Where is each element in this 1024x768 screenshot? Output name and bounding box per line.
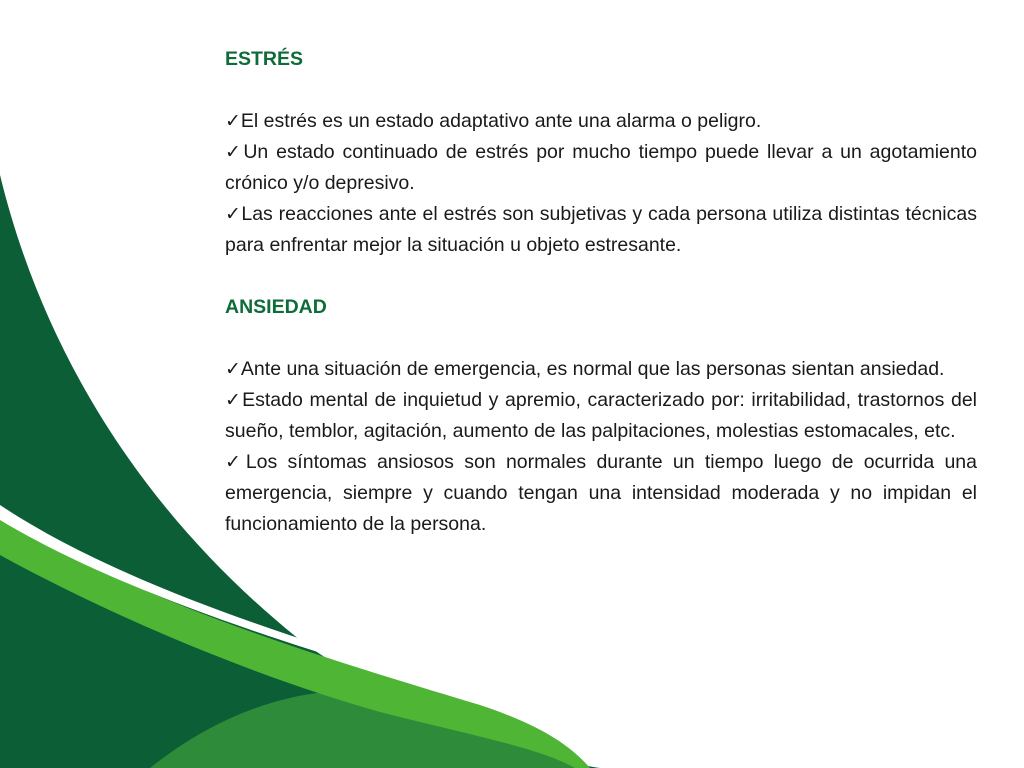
list-item (225, 354, 977, 385)
list-item (225, 137, 977, 199)
checkmark-icon: ✓ (225, 452, 246, 473)
checkmark-icon: ✓ (225, 142, 244, 163)
checkmark-icon: ✓ (225, 111, 241, 132)
list-item-text: Un estado continuado de estrés por mucho tiempo puede llevar a un agotamiento crónico y/o depresivo. (225, 141, 977, 194)
list-item-text: Los síntomas ansiosos son normales durante un tiempo luego de ocurrida una emergencia, siempre y cuando tengan una intensidad moderada y no impidan el funcionamiento de la persona. (225, 451, 978, 535)
list-item-text: Ante una situación de emergencia, es normal que las personas sientan ansiedad. (240, 358, 945, 380)
section-heading-estres: ESTRÉS (225, 48, 304, 70)
list-item (225, 199, 977, 261)
checkmark-icon: ✓ (225, 359, 241, 380)
spacer (225, 323, 977, 354)
spacer (225, 75, 977, 106)
list-item-text: Estado mental de inquietud y apremio, caracterizado por: irritabilidad, trastornos del sueño, temblor, agitación, aumento de las palpitaciones, molestias estomacales, etc. (225, 389, 978, 442)
list-item (225, 106, 977, 137)
list-item (225, 447, 977, 540)
list-item-text: El estrés es un estado adaptativo ante una alarma o peligro. (240, 110, 762, 132)
checkmark-icon: ✓ (225, 390, 243, 411)
list-item (225, 385, 977, 447)
checkmark-icon: ✓ (225, 204, 242, 225)
slide-content (225, 44, 977, 540)
spacer (225, 261, 977, 292)
section-heading-ansiedad: ANSIEDAD (225, 296, 327, 318)
list-item-text: Las reacciones ante el estrés son subjetivas y cada persona utiliza distintas técnicas para enfrentar mejor la situación u objeto estresante. (225, 203, 977, 256)
